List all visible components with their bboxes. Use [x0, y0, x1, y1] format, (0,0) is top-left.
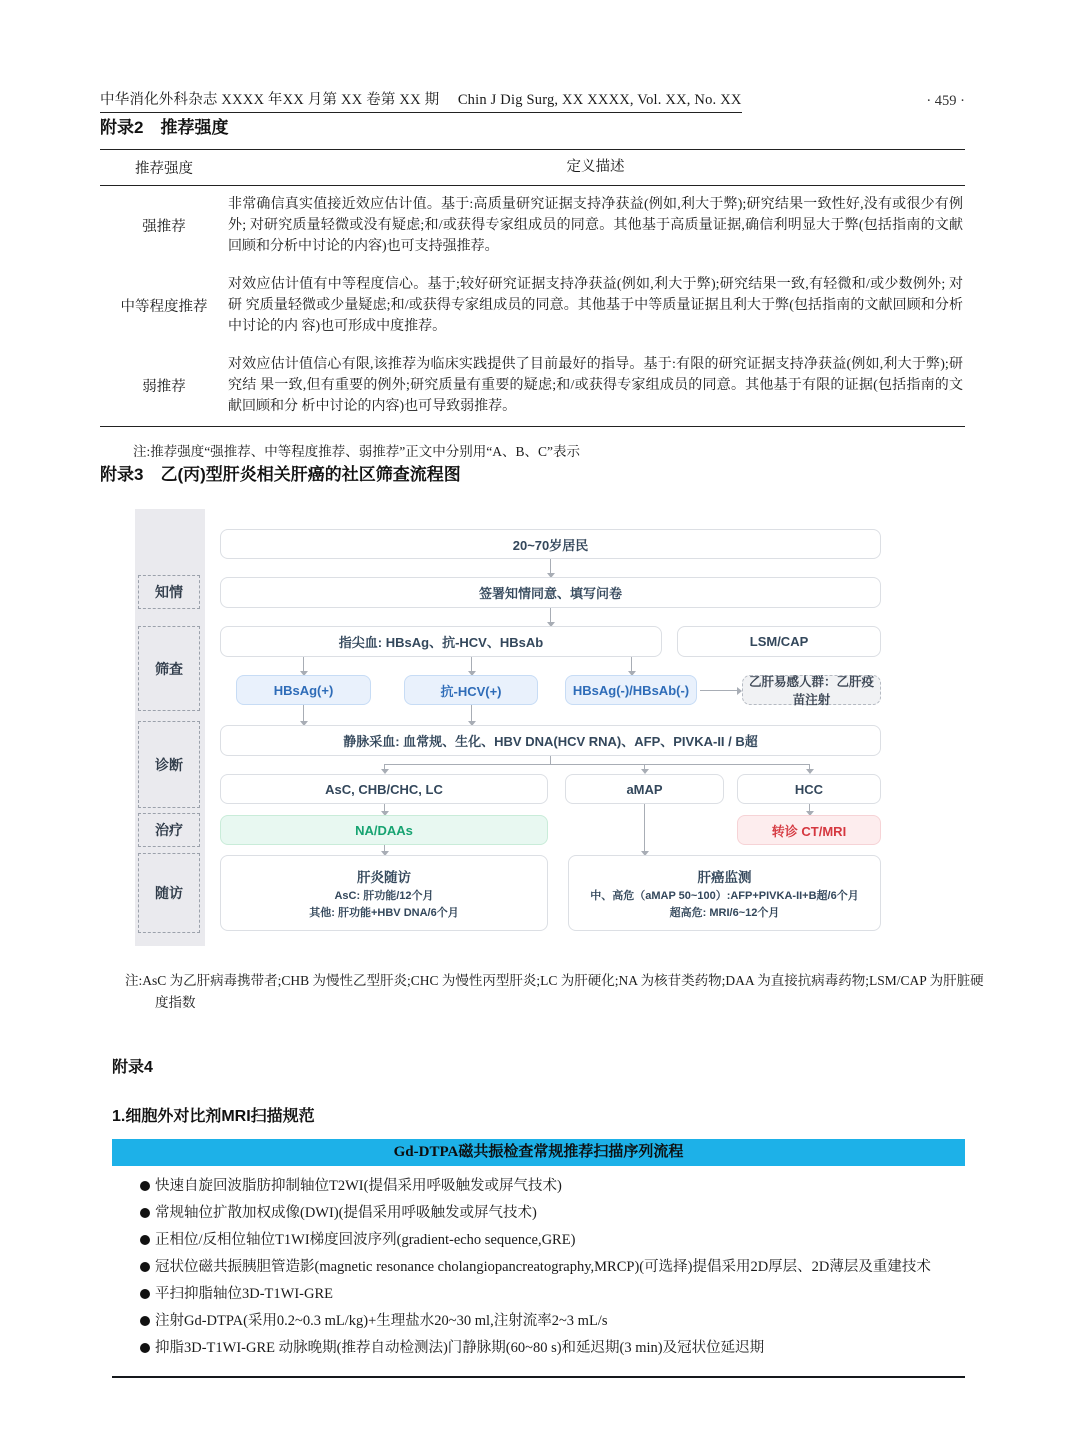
- list-item: [140, 1177, 965, 1195]
- bullet-text: 快速自旋回波脂肪抑制轴位T2WI(提倡采用呼吸触发或屏气技术): [155, 1178, 562, 1194]
- connector-line: [384, 764, 809, 765]
- arrow-down-icon: [550, 608, 551, 622]
- monitor-line: 中、高危（aMAP 50~100）:AFP+PIVKA-II+B超/6个月: [590, 890, 859, 902]
- flow-box-hepatitis-followup: [220, 855, 548, 931]
- arrow-down-icon: [550, 559, 551, 573]
- followup-line: AsC: 肝功能/12个月: [334, 890, 434, 902]
- bullet-text: 冠状位磁共振胰胆管造影(magnetic resonance cholangiopancreatography,MRCP)(可选择)提倡采用2D厚层、2D薄层及重建技术: [155, 1259, 931, 1275]
- arrow-down-icon: [303, 705, 304, 721]
- list-item: [140, 1339, 965, 1357]
- flow-box-hbsag-positive: HBsAg(+): [236, 675, 371, 705]
- flow-box-hcc: HCC: [737, 774, 881, 804]
- bullet-icon: [140, 1343, 150, 1353]
- arrow-down-icon: [644, 764, 645, 769]
- monitor-title: 肝癌监测: [697, 870, 752, 885]
- screening-flowchart: [135, 509, 900, 946]
- table-header-row: [100, 150, 965, 186]
- table-note: 注:推荐强度“强推荐、中等程度推荐、弱推荐”正文中分别用“A、B、C”表示: [133, 444, 580, 459]
- list-item: [140, 1312, 965, 1330]
- list-item: [140, 1231, 965, 1249]
- bullet-icon: [140, 1181, 150, 1191]
- strength-label: 中等程度推荐: [120, 299, 208, 315]
- arrow-down-icon: [471, 657, 472, 671]
- stage-label-diagnosis: 诊断: [138, 721, 200, 808]
- stage-label-followup: 随访: [138, 853, 200, 933]
- arrow-down-icon: [471, 705, 472, 721]
- journal-citation: 中华消化外科杂志 XXXX 年XX 月第 XX 卷第 XX 期 Chin J Dig Surg, XX XXXX, Vol. XX, No. XX: [100, 88, 742, 113]
- definition-text: 对效应估计值有中等程度信心。基于;较好研究证据支持净获益(例如,利大于弊);研究结果一致,有轻微和/或少数例外; 对研 究质量轻微或少量疑虑;和/或获得专家组成员的同意。其他基于中等质量证据且利大于弊(包括指南的文献回顾和分析中讨论的内 容)也可形成中度推荐。: [228, 277, 963, 334]
- flow-box-population: 20~70岁居民: [220, 529, 881, 559]
- bullet-icon: [140, 1208, 150, 1218]
- appendix2-title: 附录2 推荐强度: [100, 118, 229, 137]
- appendix4-section: [112, 1054, 965, 1378]
- flowchart-note: 注:AsC 为乙肝病毒携带者;CHB 为慢性乙型肝炎;CHC 为慢性丙型肝炎;LC 为肝硬化;NA 为核苷类药物;DAA 为直接抗病毒药物;LSM/CAP 为肝脏硬度指数: [125, 973, 984, 1010]
- arrow-down-icon: [809, 804, 810, 811]
- bullet-text: 正相位/反相位轴位T1WI梯度回波序列(gradient-echo sequence,GRE): [155, 1232, 576, 1248]
- monitor-line: 超高危: MRI/6~12个月: [669, 907, 780, 919]
- flow-box-fingertip-blood: 指尖血: HBsAg、抗-HCV、HBsAb: [220, 626, 662, 657]
- flow-box-venous-blood: 静脉采血: 血常规、生化、HBV DNA(HCV RNA)、AFP、PIVKA-II / B超: [220, 725, 881, 756]
- gd-dtpa-banner: Gd-DTPA磁共振检查常规推荐扫描序列流程: [112, 1139, 965, 1166]
- appendix3-title: 附录3 乙(丙)型肝炎相关肝癌的社区筛查流程图: [100, 465, 461, 484]
- arrow-down-icon: [384, 804, 385, 811]
- flow-box-referral-ct-mri: 转诊 CT/MRI: [737, 815, 881, 845]
- bullet-icon: [140, 1316, 150, 1326]
- arrow-down-icon: [384, 845, 385, 851]
- flow-box-hbsag-negative: HBsAg(-)/HBsAb(-): [565, 675, 697, 705]
- page-number: · 459 ·: [926, 93, 965, 109]
- bullet-text: 抑脂3D-T1WI-GRE 动脉晚期(推荐自动检测法)门静脉期(60~80 s)和延迟期(3 min)及冠状位延迟期: [155, 1340, 765, 1356]
- column-header-strength: 推荐强度: [135, 161, 193, 177]
- stage-label-screening: 筛查: [138, 626, 200, 711]
- flow-box-hcv-positive: 抗-HCV(+): [404, 675, 538, 705]
- arrow-down-icon: [303, 657, 304, 671]
- bullet-text: 注射Gd-DTPA(采用0.2~0.3 mL/kg)+生理盐水20~30 ml,注射流率2~3 mL/s: [155, 1313, 608, 1329]
- followup-line: 其他: 肝功能+HBV DNA/6个月: [309, 907, 459, 919]
- table-row: [100, 186, 965, 266]
- appendix4-title: 附录4: [112, 1059, 153, 1076]
- arrow-down-icon: [384, 764, 385, 769]
- definition-text: 对效应估计值信心有限,该推荐为临床实践提供了目前最好的指导。基于:有限的研究证据支持净获益(例如,利大于弊);研究结 果一致,但有重要的例外;研究质量有重要的疑虑;和/或获得专家组成员的同意。其他基于有限的证据(包括指南的文献回顾和分 析中讨论的内容)也可导致弱推荐。: [228, 357, 963, 414]
- strength-label: 弱推荐: [142, 379, 186, 395]
- flow-box-vaccine: 乙肝易感人群：乙肝疫苗注射: [742, 675, 881, 705]
- list-item: [140, 1204, 965, 1222]
- stage-label-treatment: 治疗: [138, 813, 200, 847]
- bullet-text: 平扫抑脂轴位3D-T1WI-GRE: [155, 1286, 333, 1302]
- bullet-icon: [140, 1235, 150, 1245]
- followup-title: 肝炎随访: [357, 870, 411, 885]
- flow-box-na-daas: NA/DAAs: [220, 815, 548, 845]
- mri-spec-title: 1.细胞外对比剂MRI扫描规范: [112, 1108, 315, 1125]
- recommendation-table: [100, 149, 965, 427]
- arrow-down-icon: [644, 804, 645, 851]
- connector-line: [550, 756, 551, 764]
- definition-text: 非常确信真实值接近效应估计值。基于:高质量研究证据支持净获益(例如,利大于弊);研究结果一致性好,没有或很少有例外; 对研究质量轻微或没有疑虑;和/或获得专家组成员的同意。其他基于高质量证据,确信利明显大于弊(包括指南的文献回顾和分析中讨论的内容)也可支持强推荐。: [228, 197, 963, 254]
- bullet-icon: [140, 1262, 150, 1272]
- page-header: [100, 88, 965, 113]
- list-item: [140, 1258, 965, 1276]
- flow-box-hcc-monitoring: [568, 855, 881, 931]
- list-item: [140, 1285, 965, 1303]
- flow-box-consent: 签署知情同意、填写问卷: [220, 577, 881, 608]
- column-header-definition: 定义描述: [566, 159, 625, 175]
- strength-label: 强推荐: [142, 219, 186, 235]
- table-row: [100, 346, 965, 426]
- stage-label-consent: 知情: [138, 575, 200, 609]
- arrow-down-icon: [809, 764, 810, 769]
- flow-box-amap: aMAP: [565, 774, 724, 804]
- table-row: [100, 266, 965, 346]
- flow-box-lsm-cap: LSM/CAP: [677, 626, 881, 657]
- arrow-right-icon: [700, 690, 737, 691]
- bullet-icon: [140, 1289, 150, 1299]
- mri-sequence-list: [112, 1166, 965, 1378]
- bullet-text: 常规轴位扩散加权成像(DWI)(提倡采用呼吸触发或屏气技术): [155, 1205, 537, 1221]
- flow-box-asc-chb-chc-lc: AsC, CHB/CHC, LC: [220, 774, 548, 804]
- arrow-down-icon: [631, 657, 632, 671]
